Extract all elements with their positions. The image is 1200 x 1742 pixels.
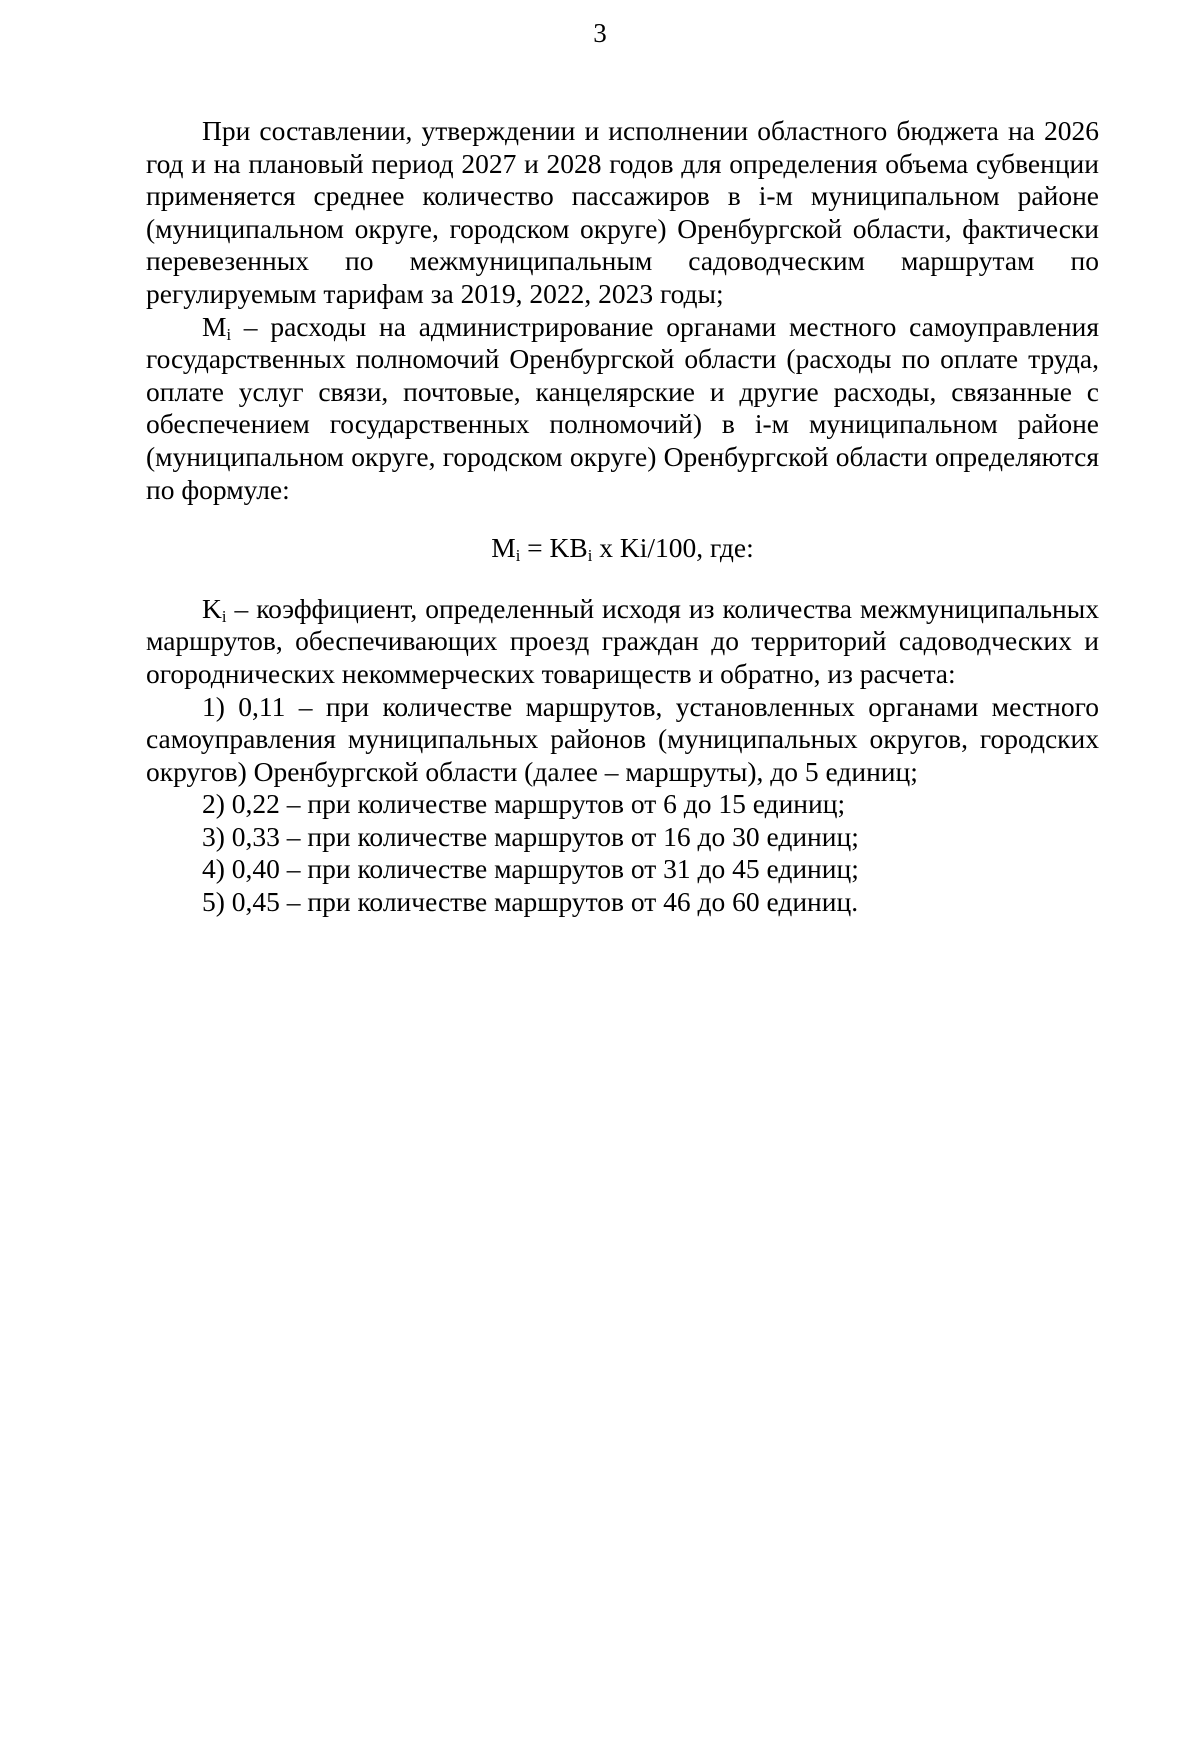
paragraph-passengers: При составлении, утверждении и исполнении областного бюджета на 2026 год и на плановый период 2027 и 2028 годов для определения объема субвенции применяется среднее количество пассажиров в i-м муниципальном районе (муниципальном округе, городском округе) Оренбургской области, фактически перевезенных по межмуниципальным садоводческим маршрутам по регулируемым тарифам за 2019, 2022, 2023 годы; bbox=[146, 115, 1099, 309]
symbol-k-subscript: i bbox=[221, 606, 227, 626]
document-body bbox=[146, 115, 1099, 919]
formula-rhs: x Ki/100, где: bbox=[592, 532, 754, 564]
list-item: 1) 0,11 – при количестве маршрутов, установленных органами местного самоуправления муниципальных районов (муниципальных округов, городских округов) Оренбургской области (далее – маршруты), до 5 единиц; bbox=[146, 690, 1099, 787]
paragraph-admin-expenses bbox=[146, 311, 1099, 507]
list-item: 3) 0,33 – при количестве маршрутов от 16 до 30 единиц; bbox=[202, 820, 859, 852]
list-item: 4) 0,40 – при количестве маршрутов от 31 до 45 единиц; bbox=[202, 853, 859, 885]
symbol-m-subscript: i bbox=[226, 324, 232, 344]
formula-lhs-subscript: i bbox=[515, 546, 521, 566]
paragraph-coefficient bbox=[146, 593, 1099, 691]
list-item: 5) 0,45 – при количестве маршрутов от 46 до 60 единиц. bbox=[202, 886, 859, 918]
symbol-m: M bbox=[202, 310, 227, 342]
formula-kb-subscript: i bbox=[587, 546, 593, 566]
formula bbox=[146, 532, 1099, 565]
page-number: 3 bbox=[593, 18, 607, 48]
paragraph-coefficient-text: – коэффициент, определенный исходя из количества межмуниципальных маршрутов, обеспечивающих проезд граждан до территорий садоводческих и огороднических некоммерческих товариществ и обратно, из расчета: bbox=[146, 592, 1099, 689]
formula-lhs: M bbox=[491, 532, 516, 564]
formula-eq: = KB bbox=[520, 532, 588, 564]
list-item: 2) 0,22 – при количестве маршрутов от 6 до 15 единиц; bbox=[202, 788, 846, 820]
paragraph-admin-expenses-text: – расходы на администрирование органами местного самоуправления государственных полномочий Оренбургской области (расходы по оплате труда, оплате услуг связи, почтовые, канцелярские и другие расходы, связанные с обеспечением государственных полномочий) в i-м муниципальном районе (муниципальном округе, городском округе) Оренбургской области определяются по формуле: bbox=[146, 310, 1099, 505]
symbol-k: K bbox=[202, 592, 222, 624]
